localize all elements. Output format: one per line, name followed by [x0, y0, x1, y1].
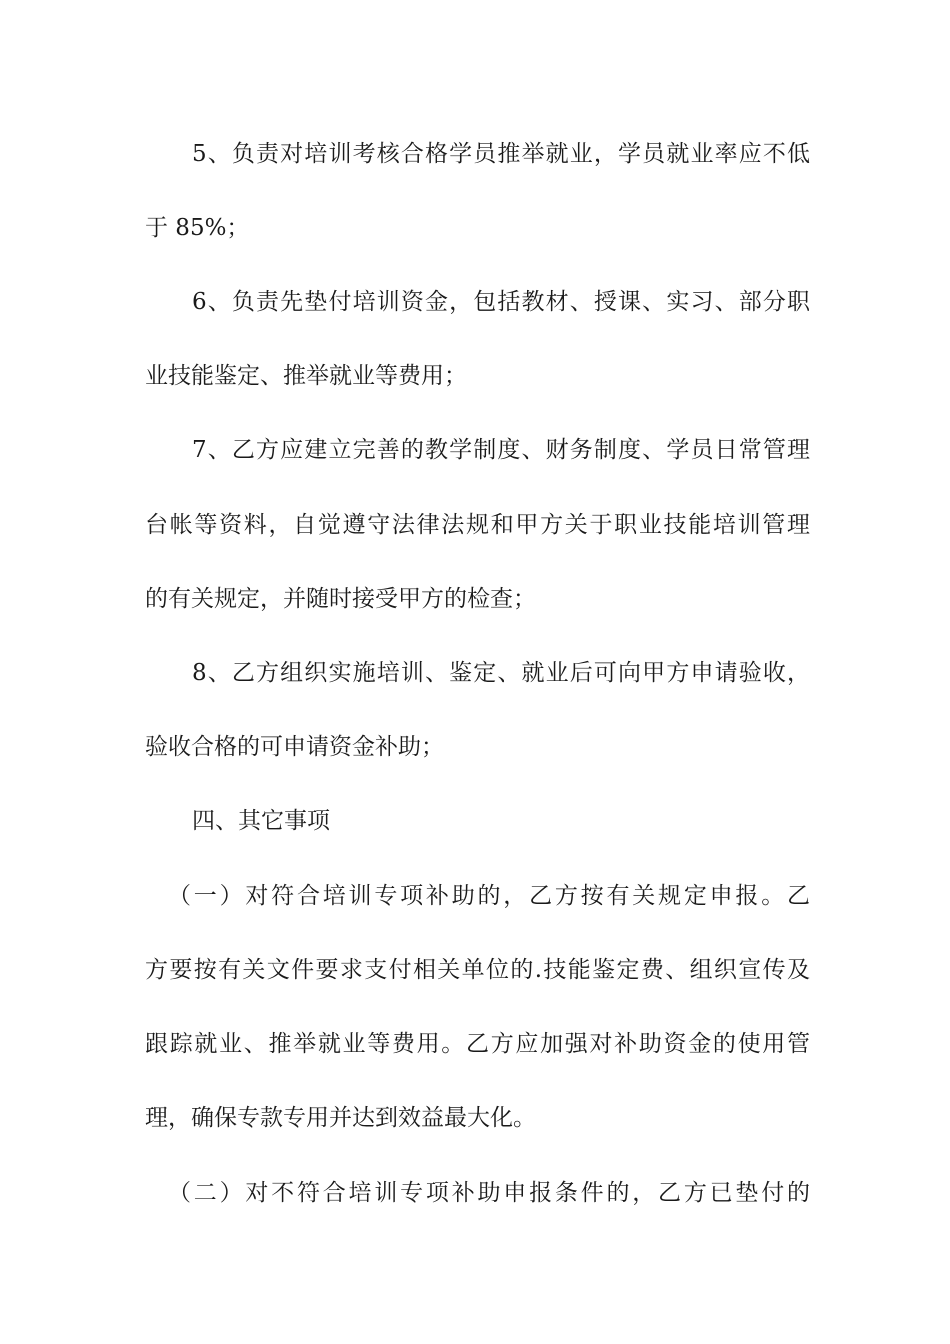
text-line: 6、负责先垫付培训资金，包括教材、授课、实习、部分职: [192, 289, 810, 315]
text-line: 方要按有关文件要求支付相关单位的.技能鉴定费、组织宣传及: [145, 957, 810, 983]
text-line: （二）对不符合培训专项补助申报条件的，乙方已垫付的: [168, 1180, 810, 1206]
text-line: 8、乙方组织实施培训、鉴定、就业后可向甲方申请验收，: [192, 660, 810, 686]
text-line: 验收合格的可申请资金补助；: [145, 734, 444, 760]
text-line: 7、乙方应建立完善的教学制度、财务制度、学员日常管理: [192, 437, 810, 463]
text-line: 业技能鉴定、推举就业等费用；: [145, 363, 467, 389]
section-heading: 四、其它事项: [192, 808, 330, 834]
text-line: 跟踪就业、推举就业等费用。乙方应加强对补助资金的使用管: [145, 1031, 810, 1057]
text-line: 台帐等资料，自觉遵守法律法规和甲方关于职业技能培训管理: [145, 512, 810, 538]
text-line: 理，确保专款专用并达到效益最大化。: [145, 1105, 536, 1131]
text-line: 5、负责对培训考核合格学员推举就业，学员就业率应不低: [192, 141, 810, 167]
text-line: 于 85%；: [145, 215, 250, 241]
text-line: （一）对符合培训专项补助的，乙方按有关规定申报。乙: [168, 883, 810, 909]
text-line: 的有关规定，并随时接受甲方的检查；: [145, 586, 536, 612]
